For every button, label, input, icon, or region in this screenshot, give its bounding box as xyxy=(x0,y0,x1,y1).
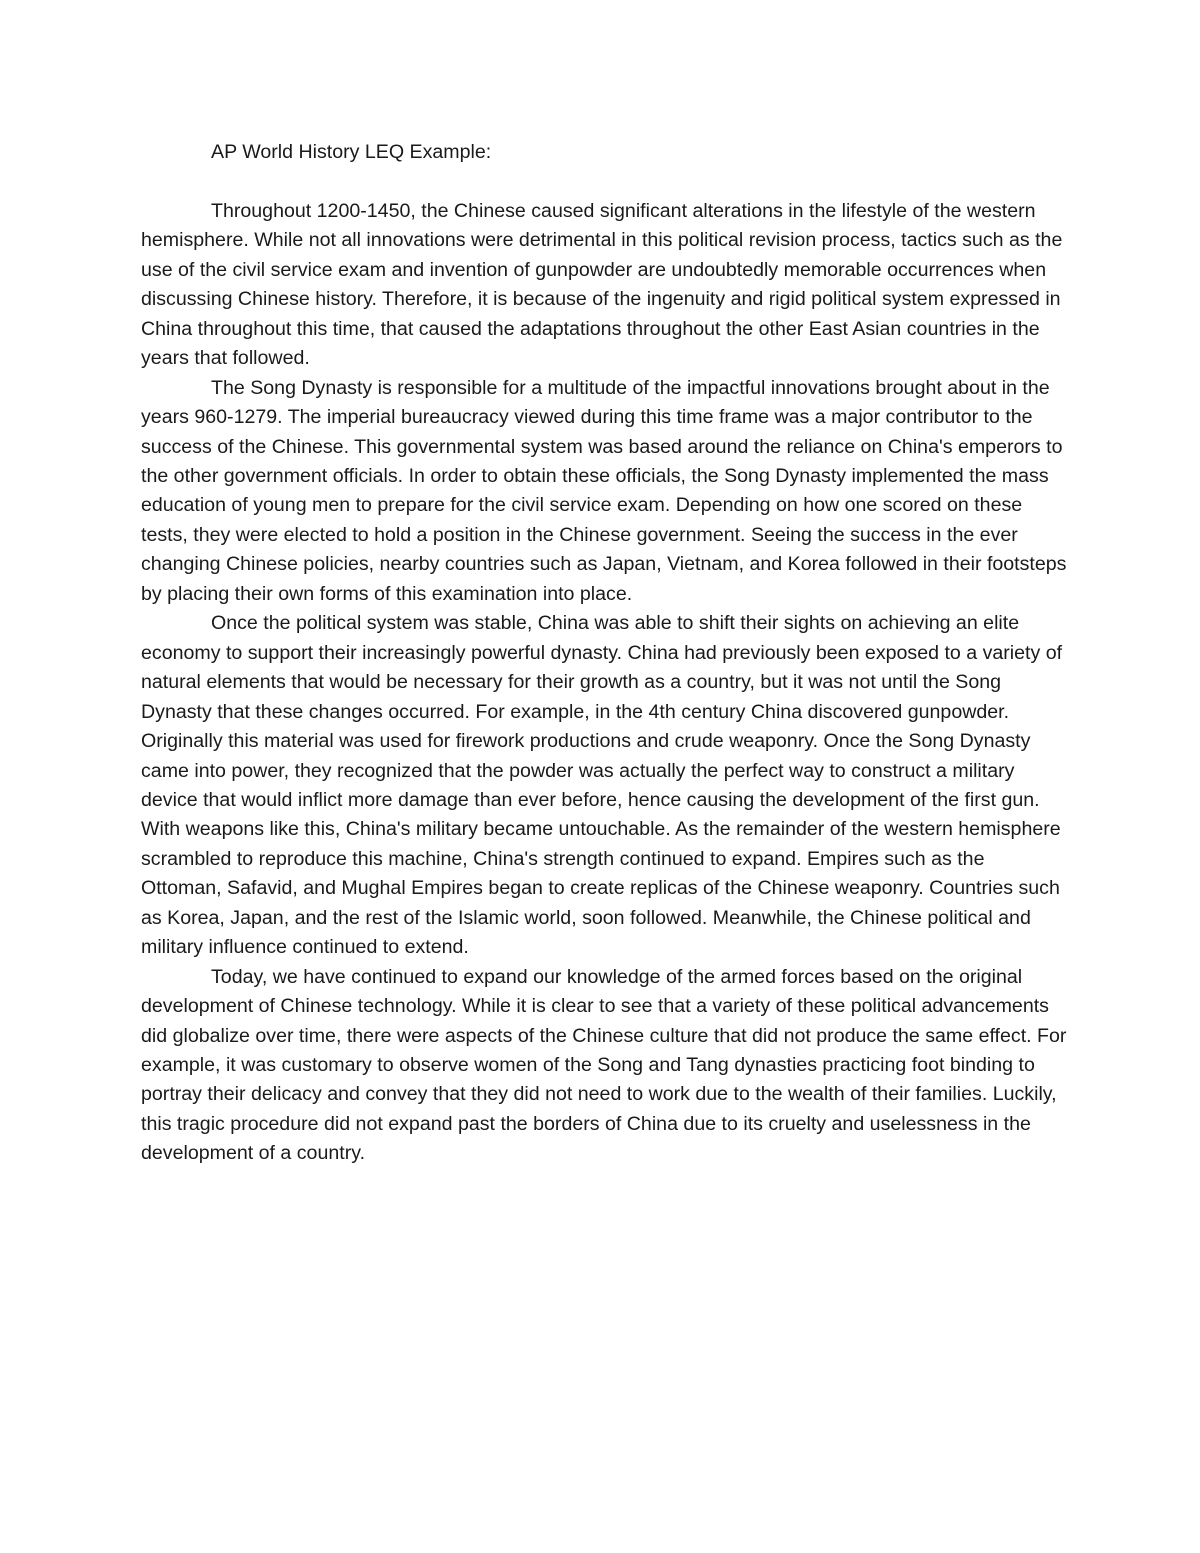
paragraph-song-dynasty-bureaucracy: The Song Dynasty is responsible for a multitude of the impactful innovations brought about in the years 960-1279. The imperial bureaucracy viewed during this time frame was a major contributor to the success of the Chinese. This governmental system was based around the reliance on China's emperors to the other government officials. In order to obtain these officials, the Song Dynasty implemented the mass education of young men to prepare for the civil service exam. Depending on how one scored on these tests, they were elected to hold a position in the Chinese government. Seeing the success in the ever changing Chinese policies, nearby countries such as Japan, Vietnam, and Korea followed in their footsteps by placing their own forms of this examination into place. xyxy=(141,376,1067,605)
paragraph-conclusion: Today, we have continued to expand our knowledge of the armed forces based on the original development of Chinese technology. While it is clear to see that a variety of these political advancements did globalize over time, there were aspects of the Chinese culture that did not produce the same effect. For example, it was customary to observe women of the Song and Tang dynasties practicing foot binding to portray their delicacy and convey that they did not need to work due to the wealth of their families. Luckily, this tragic procedure did not expand past the borders of China due to its cruelty and uselessness in the development of a country. xyxy=(141,965,1067,1165)
paragraph-introduction: Throughout 1200-1450, the Chinese caused significant alterations in the lifestyle of the western hemisphere. While not all innovations were detrimental in this political revision process, tactics such as the use of the civil service exam and invention of gunpowder are undoubtedly memorable occurrences when discussing Chinese history. Therefore, it is because of the ingenuity and rigid political system expressed in China throughout this time, that caused the adaptations throughout the other East Asian countries in the years that followed. xyxy=(141,199,1063,370)
paragraph-gunpowder: Once the political system was stable, China was able to shift their sights on achieving an elite economy to support their increasingly powerful dynasty. China had previously been exposed to a variety of natural elements that would be necessary for their growth as a country, but it was not until the Song Dynasty that these changes occurred. For example, in the 4th century China discovered gunpowder. Originally this material was used for firework productions and crude weaponry. Once the Song Dynasty came into power, they recognized that the powder was actually the perfect way to construct a military device that would inflict more damage than ever before, hence causing the development of the first gun. With weapons like this, China's military became untouchable. As the remainder of the western hemisphere scrambled to reproduce this machine, China's strength continued to expand. Empires such as the Ottoman, Safavid, and Mughal Empires began to create replicas of the Chinese weaponry. Countries such as Korea, Japan, and the rest of the Islamic world, soon followed. Meanwhile, the Chinese political and military influence continued to extend. xyxy=(141,612,1063,959)
document-title: AP World History LEQ Example: xyxy=(211,141,492,163)
document-body xyxy=(141,138,1069,1169)
